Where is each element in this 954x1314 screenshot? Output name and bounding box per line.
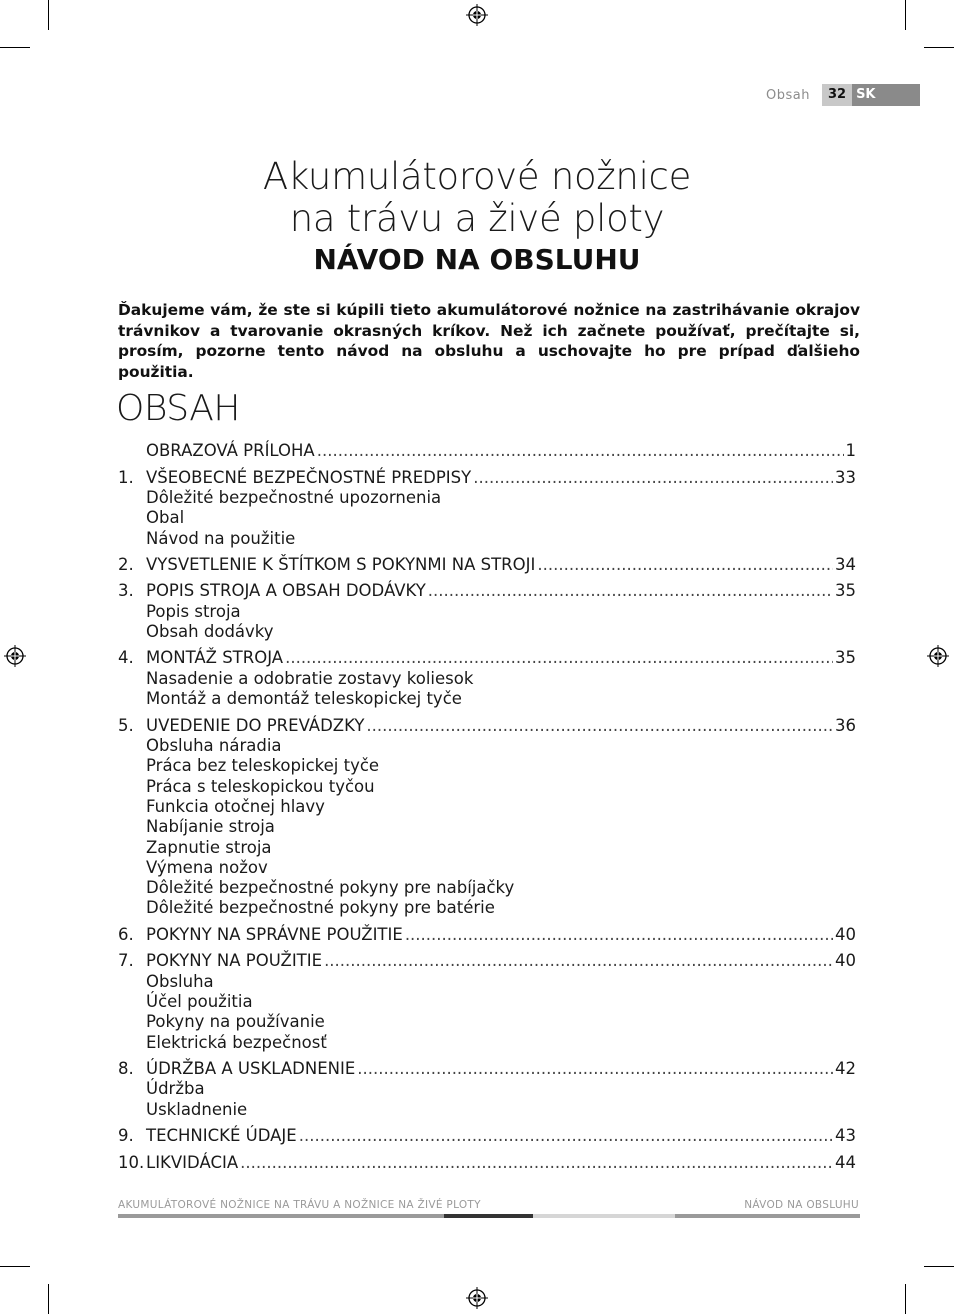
intro-paragraph: Ďakujeme vám, že ste si kúpili tieto akumulátorové nožnice na zastrihávanie okrajov trávnikov a tvarovanie okrasných kríkov. Než ich začnete používať, prečítajte si, prosím, pozorne tento návod na obsluhu a uschovajte ho pre prípad ďalšieho použitia. [118, 301, 860, 381]
toc-dot-leader [537, 555, 833, 576]
toc-chapter-title: POPIS STROJA A OBSAH DODÁVKY [146, 581, 426, 601]
toc-dot-leader [428, 581, 833, 602]
toc-subsection: Dôležité bezpečnostné upozornenia [146, 488, 442, 507]
toc-main-line [118, 468, 856, 489]
toc-chapter-number: 10. [118, 1152, 145, 1172]
toc-subsection: Obsluha [146, 971, 214, 991]
toc-main-line [118, 716, 856, 737]
toc-subsection: Zapnutie stroja [146, 837, 272, 857]
toc-subsection: Výmena nožov [146, 857, 268, 877]
toc-subsection: Funkcia otočnej hlavy [146, 796, 325, 816]
toc-chapter-title: OBRAZOVÁ PRÍLOHA [146, 441, 315, 460]
toc-entry [118, 441, 856, 462]
toc-subsection: Dôležité bezpečnostné pokyny pre nabíjačky [146, 878, 515, 898]
toc-chapter-number: 6. [118, 924, 134, 944]
toc-page-number: 44 [835, 1152, 856, 1172]
crop-mark [0, 1266, 30, 1267]
toc-main-line [118, 1153, 856, 1174]
toc-subsection: Popis stroja [146, 601, 241, 621]
toc-chapter-title: POKYNY NA POUŽITIE [146, 951, 323, 971]
toc-chapter-number: 8. [118, 1058, 134, 1078]
toc-subsection: Údržba [146, 1079, 205, 1099]
crop-mark [905, 1284, 906, 1314]
footer-rule-segment [675, 1214, 860, 1218]
crop-mark [48, 1284, 49, 1314]
toc-chapter-title: VYSVETLENIE K ŠTÍTKOM S POKYNMI NA STROJI [146, 554, 536, 574]
footer-rule-segment [533, 1214, 675, 1218]
header-language-code: SK [852, 84, 920, 106]
toc-chapter-number: 9. [118, 1126, 134, 1146]
page-header-tab [766, 84, 920, 106]
toc-page-number: 35 [835, 581, 856, 601]
toc-page-number: 36 [835, 715, 856, 735]
toc-chapter-title: VŠEOBECNÉ BEZPEČNOSTNÉ PREDPISY [146, 467, 472, 487]
toc-chapter-title: LIKVIDÁCIA [146, 1152, 239, 1172]
document-subtitle: NÁVOD NA OBSLUHU [313, 243, 641, 276]
toc-entry [118, 581, 856, 642]
crop-mark [924, 47, 954, 48]
toc-dot-leader [285, 648, 833, 669]
toc-chapter-number: 7. [118, 951, 134, 971]
toc-subsection: Nabíjanie stroja [146, 817, 275, 837]
toc-chapter-number: 2. [118, 554, 134, 574]
toc-subsection: Účel použitia [146, 992, 253, 1012]
toc-subsection: Obsah dodávky [146, 622, 274, 642]
toc-entry [118, 1126, 856, 1147]
toc-dot-leader [473, 468, 833, 489]
document-title-line-2: na trávu a živé ploty [289, 197, 665, 240]
toc-dot-leader [357, 1059, 833, 1080]
crosshair-target-icon [466, 1287, 488, 1309]
toc-page-number: 42 [835, 1058, 856, 1078]
toc-page-number: 35 [835, 648, 856, 668]
toc-entry [118, 1153, 856, 1174]
toc-entry [118, 716, 856, 919]
toc-entry [118, 648, 856, 709]
toc-page-number: 1 [845, 441, 856, 460]
header-page-number: 32 [822, 84, 852, 106]
footer-rule-segment [444, 1214, 533, 1218]
crop-mark [905, 0, 906, 30]
table-of-contents [118, 441, 856, 1179]
crosshair-target-icon [4, 645, 26, 667]
footer-rule-segment [118, 1214, 444, 1218]
toc-dot-leader [317, 441, 844, 462]
toc-subsection: Práca s teleskopickou tyčou [146, 776, 375, 796]
toc-subsection: Obsluha náradia [146, 736, 282, 756]
toc-subsection: Pokyny na používanie [146, 1012, 325, 1032]
toc-dot-leader [366, 716, 833, 737]
toc-dot-leader [405, 925, 833, 946]
toc-subsection: Uskladnenie [146, 1099, 248, 1119]
document-title [0, 156, 954, 240]
footer-manual-label: NÁVOD NA OBSLUHU [744, 1199, 859, 1211]
toc-subsection: Obal [146, 508, 185, 528]
toc-chapter-number: 4. [118, 648, 134, 668]
toc-subsection: Nasadenie a odobratie zostavy koliesok [146, 668, 474, 688]
toc-subsection: Elektrická bezpečnosť [146, 1032, 327, 1052]
toc-page-number: 40 [835, 924, 856, 944]
toc-chapter-number: 1. [118, 467, 134, 487]
footer-product-name: AKUMULÁTOROVÉ NOŽNICE NA TRÁVU A NOŽNICE NA ŽIVÉ PLOTY [118, 1199, 481, 1211]
toc-page-number: 43 [835, 1126, 856, 1146]
toc-entry [118, 925, 856, 946]
toc-page-number: 40 [835, 951, 856, 971]
crop-mark [48, 0, 49, 30]
toc-entry [118, 1059, 856, 1120]
toc-chapter-title: ÚDRŽBA A USKLADNENIE [146, 1058, 356, 1078]
toc-subsection: Dôležité bezpečnostné pokyny pre batérie [146, 898, 495, 918]
toc-main-line [118, 581, 856, 602]
toc-chapter-number: 3. [118, 581, 134, 601]
document-title-line-1: Akumulátorové nožnice [262, 155, 692, 198]
toc-dot-leader [240, 1153, 833, 1174]
toc-subsection: Práca bez teleskopickej tyče [146, 756, 380, 776]
toc-page-number: 33 [835, 467, 856, 487]
toc-entry [118, 555, 856, 576]
toc-page-number: 34 [835, 554, 856, 574]
crosshair-target-icon [466, 4, 488, 26]
toc-main-line [118, 555, 856, 576]
toc-main-line [118, 951, 856, 972]
crosshair-target-icon [927, 645, 949, 667]
toc-main-line [118, 648, 856, 669]
toc-dot-leader [299, 1126, 833, 1147]
toc-main-line [118, 1059, 856, 1080]
contents-heading: OBSAH [116, 388, 240, 429]
toc-main-line [118, 1126, 856, 1147]
toc-main-line [118, 441, 856, 462]
crop-mark [0, 47, 30, 48]
toc-dot-leader [324, 951, 833, 972]
header-section-label: Obsah [766, 87, 810, 103]
toc-entry [118, 468, 856, 549]
toc-subsection: Montáž a demontáž teleskopickej tyče [146, 689, 462, 709]
toc-entry [118, 951, 856, 1053]
toc-subsection: Návod na použitie [146, 528, 296, 548]
toc-main-line [118, 925, 856, 946]
toc-chapter-title: MONTÁŽ STROJA [146, 648, 284, 668]
toc-chapter-title: TECHNICKÉ ÚDAJE [146, 1126, 297, 1146]
crop-mark [924, 1266, 954, 1267]
toc-chapter-title: UVEDENIE DO PREVÁDZKY [146, 715, 365, 735]
toc-chapter-number: 5. [118, 715, 134, 735]
toc-chapter-title: POKYNY NA SPRÁVNE POUŽITIE [146, 924, 403, 944]
